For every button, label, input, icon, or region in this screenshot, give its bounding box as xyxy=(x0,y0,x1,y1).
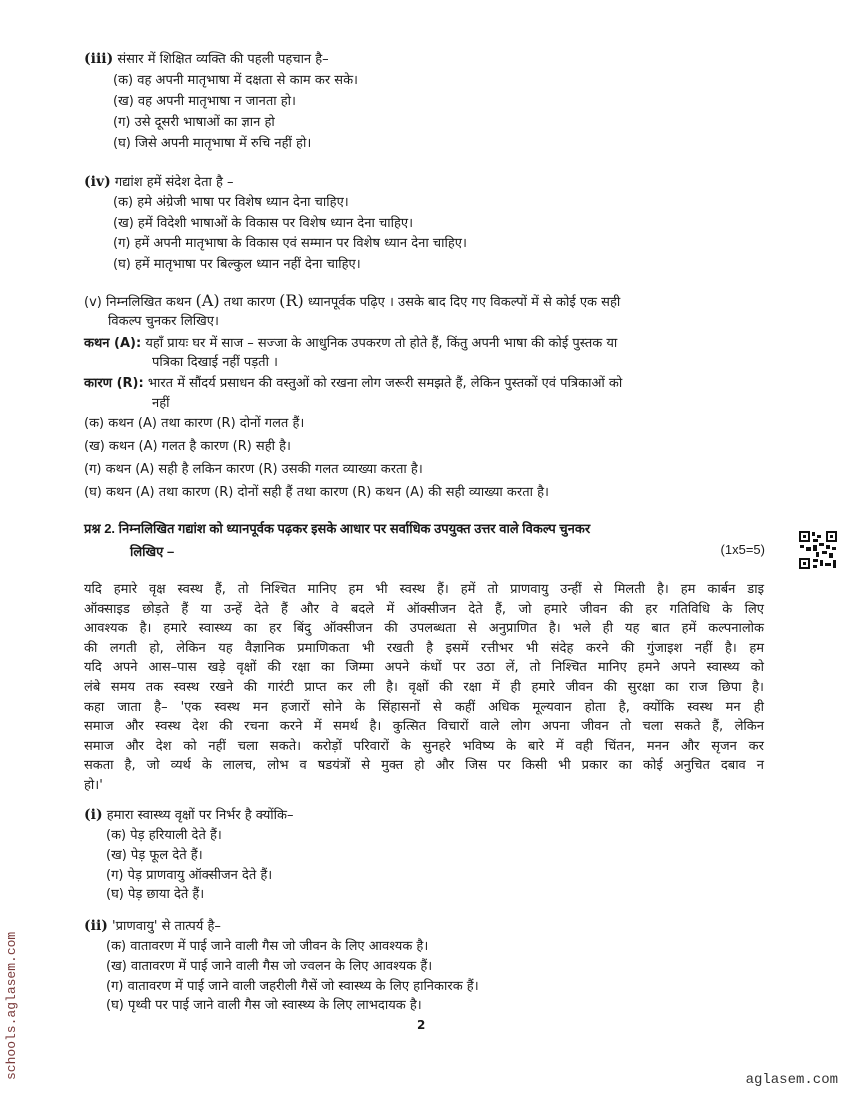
option: (क) हमे अंग्रेजी भाषा पर विशेष ध्यान देना चाहिए। xyxy=(113,195,349,210)
option: (ग) कथन (A) सही है लकिन कारण (R) उसकी गलत व्याख्या करता है। xyxy=(84,462,423,477)
question-iv xyxy=(84,173,234,192)
option: (घ) जिसे अपनी मातृभाषा में रुचि नहीं हो। xyxy=(113,136,312,151)
option: (ग) उसे दूसरी भाषाओं का ज्ञान हो xyxy=(113,115,275,130)
option: (क) पेड़ हरियाली देते हैं। xyxy=(106,828,222,843)
reason-label: कारण (R): xyxy=(84,376,144,391)
question-text-continued: विकल्प चुनकर लिखिए। xyxy=(108,314,219,329)
reason xyxy=(84,375,622,393)
question-text: निम्नलिखित कथन xyxy=(105,295,192,310)
watermark-bottom: aglasem.com xyxy=(745,1072,838,1088)
question-text: ध्यानपूर्वक पढ़िए । उसके बाद दिए गए विकल्पों में से कोई एक सही xyxy=(307,295,621,310)
passage-line: यदि हमारे वृक्ष स्वस्थ हैं, तो निश्चित मानिए हम भी स्वस्थ हैं। हमें तो प्राणवायु उन्हीं से मिलती है। हम कार्बन डाइ xyxy=(84,582,764,597)
question-2-ii xyxy=(84,917,221,936)
passage-line: की लगती हो, लेकिन यह वैज्ञानिक प्रमाणिकता भी रखती है इसमें रत्तीभर भी संदेह करने की गुंजाइश नहीं है। हम xyxy=(84,640,764,656)
marks-label: (1x5=5) xyxy=(720,542,765,557)
passage-line: यदि अपने आस–पास खड़े वृक्षों की रक्षा का जिम्मा अपने कंधों पर उठा लें, तो निश्चित मानिए हमने अपने स्वास्थ्य को xyxy=(84,660,765,676)
question-text: संसार में शिक्षित व्यक्ति की पहली पहचान है– xyxy=(117,52,329,67)
passage-line: आवश्यक है। हमारे स्वास्थ्य का हर बिंदु ऑक्सीजन की उपलब्धता से अनुप्राणित है। भले ही यह बात हमें कल्पनालोक xyxy=(84,621,764,637)
option: (क) वातावरण में पाई जाने वाली गैस जो जीवन के लिए आवश्यक है। xyxy=(106,939,429,954)
option: (क) वह अपनी मातृभाषा में दक्षता से काम कर सके। xyxy=(113,73,358,88)
passage-line: समाज और स्वस्थ देश की रचना करने में समर्थ है। कुत्सित विचारों वाले लोग अपना जीवन तो चला सकते हैं, लेकिन xyxy=(84,719,764,735)
option: (घ) पृथ्वी पर पाई जाने वाली गैस जो स्वास्थ्य के लिए लाभदायक है। xyxy=(106,998,422,1013)
passage-line: सकता है, जो व्यर्थ के लालच, लोभ व षडयंत्रों से मुक्त हो और जिस पर किसी भी प्रकार का कोई अनुचित दबाव न xyxy=(84,758,764,774)
question-v xyxy=(84,292,620,312)
option: (ख) वह अपनी मातृभाषा न जानता हो। xyxy=(113,94,296,109)
question-number: (i) xyxy=(84,807,103,823)
page-number: 2 xyxy=(417,1018,426,1032)
question-text: हमारा स्वास्थ्य वृक्षों पर निर्भर है क्योंकि– xyxy=(106,808,294,823)
question-number: (iv) xyxy=(84,174,111,190)
passage-line: समाज और देश को नहीं चला सकते। करोड़ों परिवारों के सुनहरे भविष्य के बारे में वही चिंतन, मनन और सृजन कर xyxy=(84,738,764,754)
option: (घ) कथन (A) तथा कारण (R) दोनों सही हैं तथा कारण (R) कथन (A) की सही व्याख्या करता है। xyxy=(84,485,549,500)
reason-text: भारत में सौंदर्य प्रसाधन की वस्तुओं को रखना लोग जरूरी समझते हैं, लेकिन पुस्तकों एवं पत्रिकाओं को xyxy=(147,376,623,391)
qr-code-icon xyxy=(798,530,838,570)
assertion xyxy=(84,335,617,353)
passage-line: हो।' xyxy=(84,777,103,793)
option: (क) कथन (A) तथा कारण (R) दोनों गलत हैं। xyxy=(84,416,305,431)
option: (ख) कथन (A) गलत है कारण (R) सही है। xyxy=(84,439,291,454)
question-2-heading-continued: लिखिए – xyxy=(130,544,175,559)
assertion-label: कथन (A): xyxy=(84,336,142,351)
assertion-symbol: (A) xyxy=(195,291,220,310)
passage-line: लंबे समय तक स्वस्थ रखने की गारंटी प्राप्त कर ली है। वृक्षों की रक्षा में ही हमारे जीवन की सुरक्षा का राज छिपा है। xyxy=(84,679,764,695)
question-number: (v) xyxy=(84,295,102,310)
passage-line: कहा जाता है– 'एक स्वस्थ मन हजारों सोने के सिंहासनों से कहीं अधिक मूल्यवान होता है, क्योंकि स्वस्थ मन ही xyxy=(84,699,764,715)
assertion-text-continued: पत्रिका दिखाई नहीं पड़ती । xyxy=(152,355,278,370)
option: (ग) पेड़ प्राणवायु ऑक्सीजन देते हैं। xyxy=(106,868,273,883)
option: (ग) हमें अपनी मातृभाषा के विकास एवं सम्मान पर विशेष ध्यान देना चाहिए। xyxy=(113,236,467,251)
question-2-heading: प्रश्न 2. निम्नलिखित गद्यांश को ध्यानपूर्वक पढ़कर इसके आधार पर सर्वाधिक उपयुक्त उत्तर वाले विकल्प चुनकर xyxy=(84,521,591,536)
watermark-side: schools.aglasem.com xyxy=(4,931,19,1080)
option: (घ) हमें मातृभाषा पर बिल्कुल ध्यान नहीं देना चाहिए। xyxy=(113,257,361,272)
option: (ख) पेड़ फूल देते हैं। xyxy=(106,848,203,863)
question-2-i xyxy=(84,806,294,825)
assertion-text: यहाँ प्रायः घर में साज – सज्जा के आधुनिक उपकरण तो होते हैं, किंतु अपनी भाषा की कोई पुस्तक या xyxy=(145,336,618,351)
reason-symbol: (R) xyxy=(279,291,304,310)
question-text: 'प्राणवायु' से तात्पर्य है– xyxy=(112,919,221,934)
question-number: (iii) xyxy=(84,51,114,67)
question-text: गद्यांश हमें संदेश देता है – xyxy=(114,175,234,190)
question-number: (ii) xyxy=(84,918,108,934)
option: (ग) वातावरण में पाई जाने वाली जहरीली गैसें जो स्वास्थ्य के लिए हानिकारक हैं। xyxy=(106,979,479,994)
passage xyxy=(84,580,764,796)
question-iii xyxy=(84,50,329,69)
option: (घ) पेड़ छाया देते हैं। xyxy=(106,887,205,902)
reason-text-continued: नहीं xyxy=(152,396,170,411)
passage-line: ऑक्साइड छोड़ते हैं या उन्हें देते हैं और वे बदले में ऑक्सीजन देते हैं, जो हमारे जीवन की हर गतिविधि के लिए xyxy=(84,601,764,617)
question-text: तथा कारण xyxy=(223,295,276,310)
option: (ख) हमें विदेशी भाषाओं के विकास पर विशेष ध्यान देना चाहिए। xyxy=(113,216,414,231)
option: (ख) वातावरण में पाई जाने वाली गैस जो ज्वलन के लिए आवश्यक हैं। xyxy=(106,959,433,974)
